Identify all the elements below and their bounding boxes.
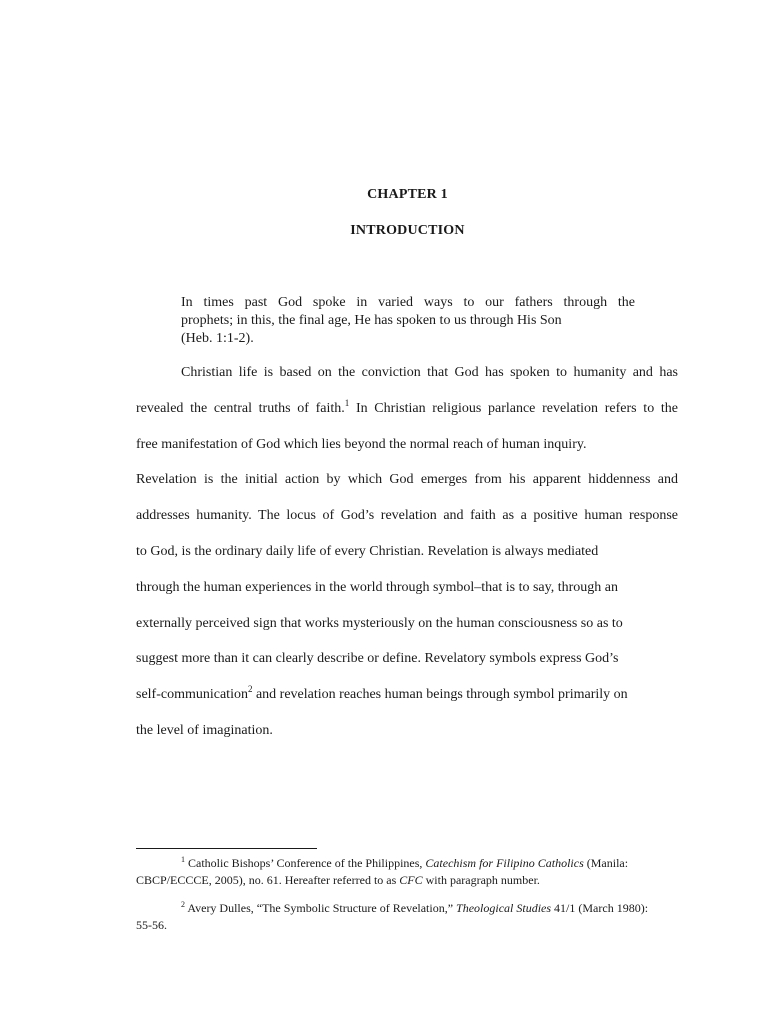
footnote-text: with paragraph number. bbox=[422, 873, 540, 887]
footnote-text: Avery Dulles, “The Symbolic Structure of Revelation,” bbox=[185, 901, 457, 915]
footnote-line: 55-56. bbox=[136, 918, 167, 932]
footnote-text: CBCP/ECCCE, 2005), no. 61. Hereafter referred to as bbox=[136, 873, 400, 887]
chapter-label: CHAPTER 1 bbox=[367, 187, 448, 202]
epigraph-line: prophets; in this, the final age, He has spoken to us through His Son bbox=[181, 313, 562, 328]
footnote-text: Catholic Bishops’ Conference of the Philippines, bbox=[185, 856, 426, 870]
body-line: suggest more than it can clearly describe or define. Revelatory symbols express God’s bbox=[136, 651, 619, 667]
footnote-marker: 2 bbox=[181, 900, 185, 909]
body-line: externally perceived sign that works mysteriously on the human consciousness so as to bbox=[136, 615, 623, 631]
body-line: the level of imagination. bbox=[136, 722, 273, 738]
footnote-line bbox=[136, 872, 678, 889]
footnote-1 bbox=[136, 855, 678, 889]
footnote-text: (Manila: bbox=[583, 856, 629, 870]
body-line: addresses humanity. The locus of God’s revelation and faith as a positive human response bbox=[136, 508, 678, 524]
body-line bbox=[136, 397, 678, 436]
footnote-marker: 1 bbox=[181, 855, 185, 864]
body-text-span: self-communication bbox=[136, 687, 248, 703]
body-line: Christian life is based on the conviction that God has spoken to humanity and has bbox=[181, 365, 678, 380]
footnote-abbreviation: CFC bbox=[399, 873, 423, 887]
body-text-span: revealed the central truths of faith. bbox=[136, 400, 345, 416]
body-text-span: and revelation reaches human beings through symbol primarily on bbox=[252, 687, 628, 703]
footnote-2 bbox=[136, 900, 678, 934]
footnote-title: Theological Studies bbox=[456, 901, 552, 915]
epigraph-quote bbox=[181, 294, 635, 348]
footnotes bbox=[136, 855, 678, 945]
footnote-line bbox=[136, 855, 678, 872]
body-line: free manifestation of God which lies beyond the normal reach of human inquiry. bbox=[136, 436, 587, 452]
epigraph-line: (Heb. 1:1-2). bbox=[181, 331, 254, 346]
body-text-span: In Christian religious parlance revelation refers to the bbox=[349, 400, 678, 416]
footnote-reference[interactable]: 1 bbox=[344, 397, 350, 408]
epigraph-line: In times past God spoke in varied ways to our fathers through the bbox=[181, 295, 635, 310]
footnote-line bbox=[136, 900, 678, 917]
body-line bbox=[136, 686, 678, 722]
body-paragraph bbox=[136, 364, 678, 758]
footnote-text: 41/1 (March 1980): bbox=[551, 901, 649, 915]
body-line: to God, is the ordinary daily life of every Christian. Revelation is always mediated bbox=[136, 543, 599, 559]
footnote-title: Catechism for Filipino Catholics bbox=[425, 856, 584, 870]
body-line: through the human experiences in the world through symbol–that is to say, through an bbox=[136, 579, 619, 595]
footnote-separator bbox=[136, 848, 317, 849]
footnote-reference[interactable]: 2 bbox=[247, 684, 253, 695]
body-line: Revelation is the initial action by which God emerges from his apparent hiddenness and bbox=[136, 472, 678, 488]
section-title: INTRODUCTION bbox=[350, 223, 465, 238]
